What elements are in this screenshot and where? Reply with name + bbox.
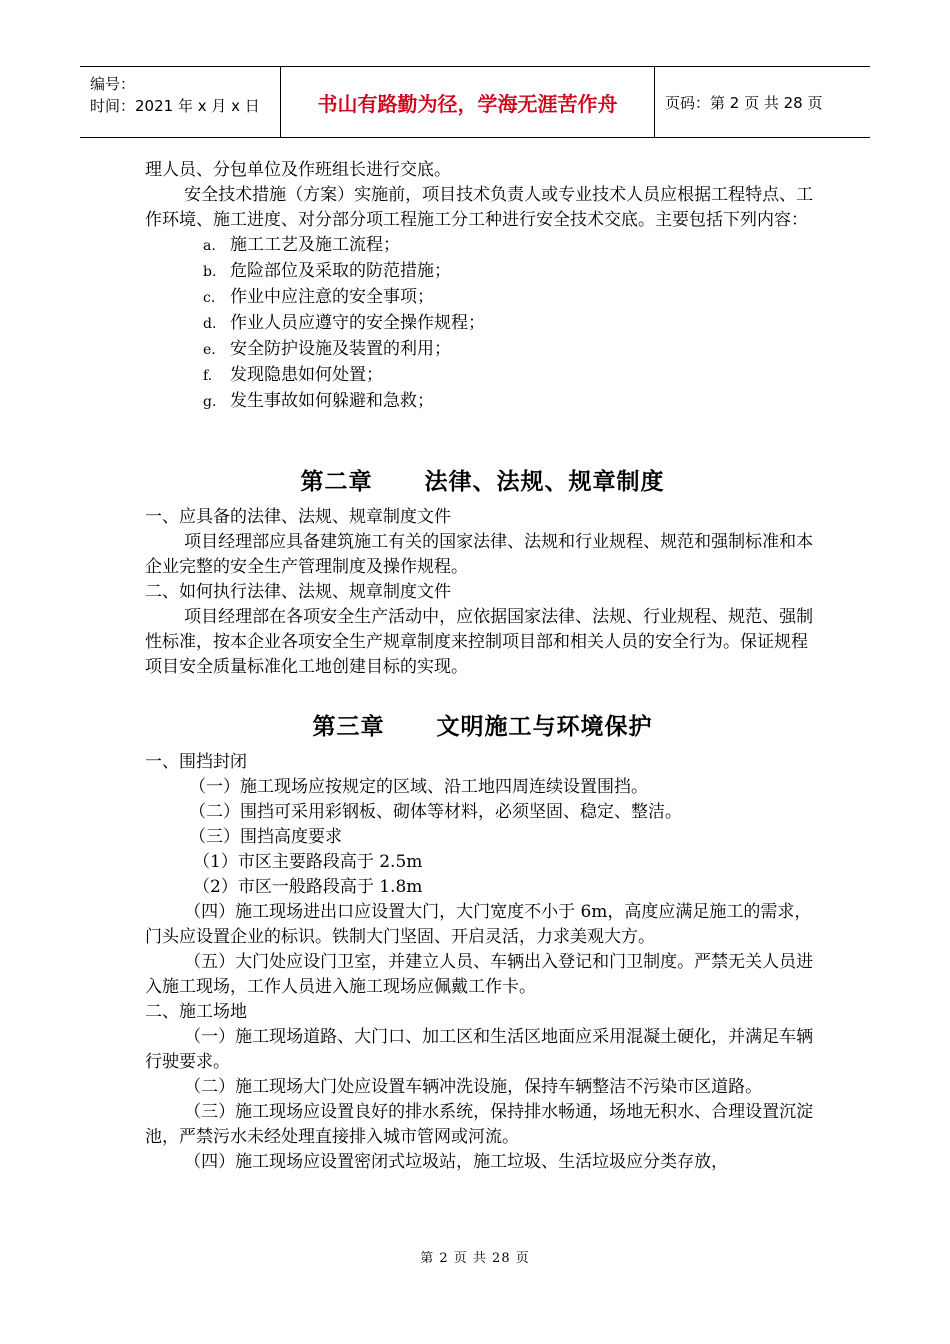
disclosure-list — [145, 233, 820, 415]
header-motto: 书山有路勤为径，学海无涯苦作舟 — [317, 91, 618, 116]
sub-clause: （1）市区主要路段高于 2.5m — [193, 852, 423, 872]
section-paragraph: 项目经理部应具备建筑施工有关的国家法律、法规和行业规程、规范和强制标准和本企业完整的安全生产管理制度及操作规程。 — [145, 532, 814, 577]
list-item-label: b. — [203, 264, 217, 280]
clause: （三）施工现场应设置良好的排水系统，保持排水畅通，场地无积水、合理设置沉淀池，严禁污水未经处理直接排入城市管网或河流。 — [145, 1102, 814, 1147]
list-item — [145, 363, 820, 389]
list-item-label: c. — [203, 290, 216, 306]
list-item — [145, 337, 820, 363]
intro-paragraph: 安全技术措施（方案）实施前，项目技术负责人或专业技术人员应根据工程特点、工作环境、施工进度、对分部分项工程施工分工种进行安全技术交底。主要包括下列内容： — [145, 185, 814, 230]
clause: （四）施工现场应设置密闭式垃圾站，施工垃圾、生活垃圾应分类存放， — [184, 1152, 729, 1172]
clause: （三）围挡高度要求 — [189, 827, 342, 847]
sub-clause: （2）市区一般路段高于 1.8m — [193, 877, 423, 897]
chapter-number: 第二章 — [300, 469, 373, 495]
page-header — [80, 66, 870, 138]
list-item-label: a. — [203, 238, 216, 254]
clause: （四）施工现场进出口应设置大门，大门宽度不小于 6m，高度应满足施工的需求，门头应设置企业的标识。铁制大门坚固、开启灵活，力求美观大方。 — [145, 902, 812, 947]
document-number-label: 编号： — [90, 75, 136, 93]
section-paragraph: 项目经理部在各项安全生产活动中，应依据国家法律、法规、行业规程、规范、强制性标准，按本企业各项安全生产规章制度来控制项目部和相关人员的安全行为。保证规程项目安全质量标准化工地创建目标的实现。 — [145, 607, 814, 677]
chapter-title: 法律、法规、规章制度 — [424, 469, 665, 495]
list-item-text: 施工工艺及施工流程； — [230, 235, 400, 255]
page-footer: 第 2 页 共 28 页 — [420, 1251, 530, 1266]
list-item-label: g. — [203, 394, 217, 410]
section-heading: 二、如何执行法律、法规、规章制度文件 — [145, 582, 451, 602]
intro-continuation: 理人员、分包单位及作班组长进行交底。 — [145, 160, 451, 180]
list-item — [145, 389, 820, 415]
document-body — [145, 158, 820, 1175]
list-item — [145, 311, 820, 337]
header-motto-cell — [280, 67, 655, 137]
list-item — [145, 233, 820, 259]
list-item-text: 作业人员应遵守的安全操作规程； — [230, 313, 485, 333]
list-item-text: 发生事故如何躲避和急救； — [230, 391, 434, 411]
list-item-label: d. — [203, 316, 217, 332]
clause: （二）围挡可采用彩钢板、砌体等材料，必须坚固、稳定、整洁。 — [189, 802, 682, 822]
clause: （二）施工现场大门处应设置车辆冲洗设施，保持车辆整洁不污染市区道路。 — [184, 1077, 763, 1097]
chapter-3-heading — [145, 715, 820, 740]
chapter-number: 第三章 — [312, 714, 385, 740]
list-item-text: 发现隐患如何处置； — [230, 365, 383, 385]
clause: （一）施工现场道路、大门口、加工区和生活区地面应采用混凝土硬化，并满足车辆行驶要求。 — [145, 1027, 814, 1072]
list-item-text: 安全防护设施及装置的利用； — [230, 339, 451, 359]
section-heading: 一、围挡封闭 — [145, 752, 247, 772]
list-item-text: 危险部位及采取的防范措施； — [230, 261, 451, 281]
list-item-label: f. — [203, 368, 213, 384]
chapter-title: 文明施工与环境保护 — [436, 714, 653, 740]
document-date: 时间：2021 年 x 月 x 日 — [90, 97, 260, 115]
header-page-info: 页码：第 2 页 共 28 页 — [665, 93, 823, 112]
chapter-2-heading — [145, 470, 820, 495]
section-heading: 一、应具备的法律、法规、规章制度文件 — [145, 507, 451, 527]
section-heading: 二、施工场地 — [145, 1002, 247, 1022]
header-meta — [80, 67, 280, 137]
list-item — [145, 285, 820, 311]
list-item — [145, 259, 820, 285]
clause: （一）施工现场应按规定的区域、沿工地四周连续设置围挡。 — [189, 777, 648, 797]
list-item-label: e. — [203, 342, 216, 358]
clause: （五）大门处应设门卫室，并建立人员、车辆出入登记和门卫制度。严禁无关人员进入施工现场，工作人员进入施工现场应佩戴工作卡。 — [145, 952, 814, 997]
list-item-text: 作业中应注意的安全事项； — [230, 287, 434, 307]
